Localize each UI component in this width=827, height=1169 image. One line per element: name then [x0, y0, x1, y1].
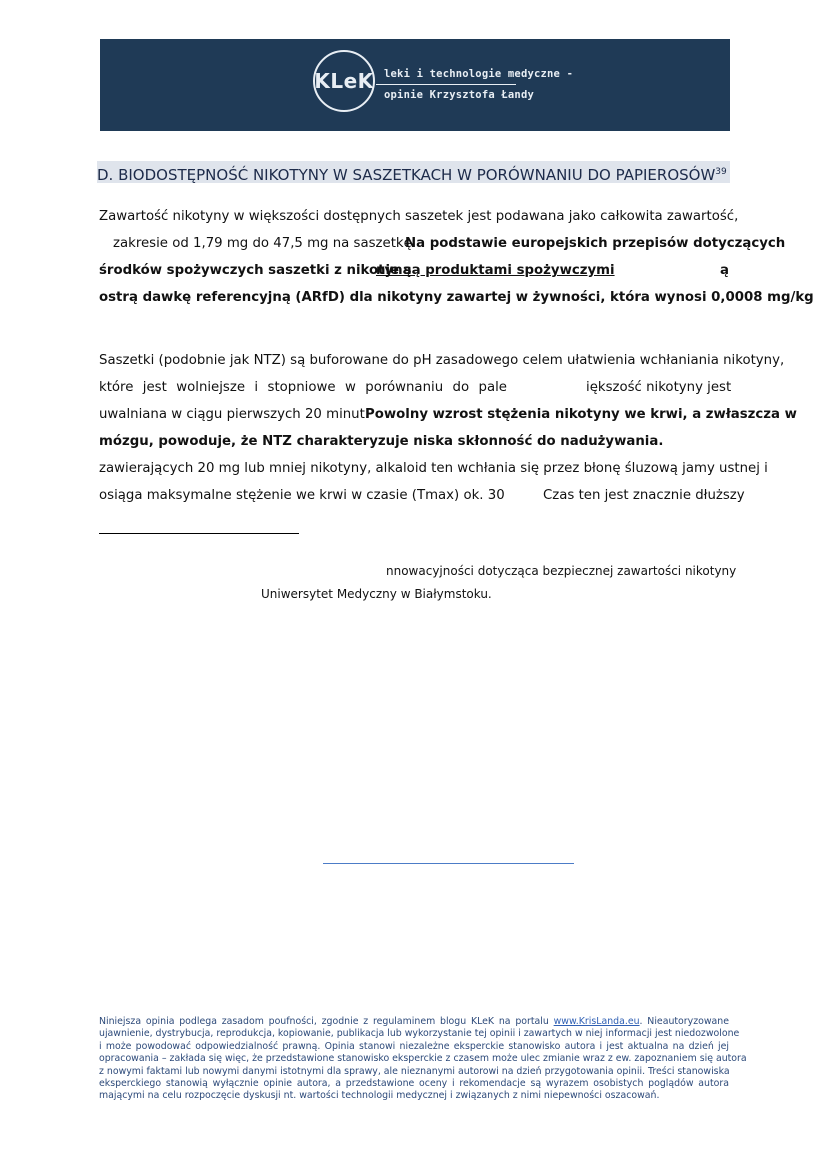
- logo-tagline-2: opinie Krzysztofa Łandy: [384, 89, 534, 101]
- footnote-line2: Uniwersytet Medyczny w Białymstoku.: [261, 587, 492, 601]
- p1-line1: Zawartość nikotyny w większości dostępnych saszetek jest podawana jako całkowita zawartość,: [99, 209, 739, 224]
- p1-line3a: środków spożywczych saszetki z nikotyną: [99, 263, 412, 278]
- footnote-line1: nnowacyjności dotycząca bezpiecznej zawartości nikotyny: [386, 564, 737, 578]
- horizontal-rule: [323, 863, 574, 864]
- p2-line6b: Czas ten jest znacznie dłuższy: [543, 488, 745, 503]
- disclaimer-line7: mającymi na celu rozpoczęcie dyskusji nt. wartości technologii medycznej i związanych z nimi niepewności oszacowań.: [99, 1090, 660, 1102]
- disclaimer-line2: ujawnienie, dystrybucja, reprodukcja, kopiowanie, publikacja lub wykorzystanie tej opinii i zawartych w niej informacji jest niedozwolone: [99, 1028, 740, 1040]
- logo-tagline-1: leki i technologie medyczne -: [384, 68, 574, 80]
- disclaimer-line5: z nowymi faktami lub nowymi danymi istotnymi dla sprawy, ale nieznanymi autorowi na dzień przygotowania opinii. Treści stanowiska: [99, 1065, 730, 1077]
- p2-line1: Saszetki (podobnie jak NTZ) są buforowane do pH zasadowego celem ułatwienia wchłaniania nikotyny,: [99, 353, 785, 368]
- p1-line3-end: ą: [720, 263, 729, 278]
- disclaimer-line4: opracowania – zakłada się więc, że przedstawione stanowisko eksperckie z czasem może ulec zmianie wraz z ew. zapoznaniem się autora: [99, 1053, 747, 1065]
- section-title: D. BIODOSTĘPNOŚĆ NIKOTYNY W SASZETKACH W PORÓWNANIU DO PAPIEROSÓW: [97, 166, 716, 184]
- p2-line3b: Powolny wzrost stężenia nikotyny we krwi, a zwłaszcza w: [365, 407, 797, 422]
- disclaimer-text-1b: . Nieautoryzowane: [639, 1016, 729, 1027]
- p2-line5: zawierających 20 mg lub mniej nikotyny, alkaloid ten wchłania się przez błonę śluzową jamy ustnej i: [99, 461, 768, 476]
- section-heading: [97, 161, 730, 183]
- disclaimer-line6: eksperckiego stanowią wyłącznie opinie autora, a przedstawione oceny i rekomendacje są wyrazem osobistych poglądów autora: [99, 1078, 729, 1090]
- p2-line2b: iększość nikotyny jest: [586, 380, 732, 395]
- disclaimer-line3: i może powodować odpowiedzialność prawną. Opinia stanowi niezależne eksperckie stanowisko autora i jest aktualna na dzień jej: [99, 1040, 729, 1052]
- logo-text: KLeK: [314, 69, 374, 93]
- p1-line2b: Na podstawie europejskich przepisów dotyczących: [405, 236, 786, 251]
- logo-divider: [376, 84, 516, 85]
- footnote-ref: 39: [715, 167, 727, 177]
- footnote-separator: [99, 533, 299, 534]
- p2-line4: mózgu, powoduje, że NTZ charakteryzuje niska skłonność do nadużywania.: [99, 434, 664, 449]
- klek-logo: [313, 50, 375, 112]
- p1-line4: ostrą dawkę referencyjną (ARfD) dla nikotyny zawartej w żywności, która wynosi 0,0008 mg/kg: [99, 290, 814, 305]
- p2-line3a: uwalniana w ciągu pierwszych 20 minut.: [99, 407, 370, 422]
- disclaimer: [99, 1016, 747, 1103]
- p1-line3-underlined: nie są produktami spożywczymi: [376, 263, 615, 278]
- portal-link[interactable]: www.KrisLanda.eu: [553, 1016, 640, 1027]
- p2-line6a: osiąga maksymalne stężenie we krwi w czasie (Tmax) ok. 30: [99, 488, 505, 503]
- disclaimer-text-1a: Niniejsza opinia podlega zasadom poufności, zgodnie z regulaminem blogu KLeK na portalu: [99, 1016, 549, 1027]
- p1-line2a: zakresie od 1,79 mg do 47,5 mg na saszetkę.: [113, 236, 417, 251]
- disclaimer-line1: [99, 1016, 729, 1028]
- header-banner: [100, 39, 730, 131]
- p2-line2a: które jest wolniejsze i stopniowe w porównaniu do pale: [99, 380, 507, 395]
